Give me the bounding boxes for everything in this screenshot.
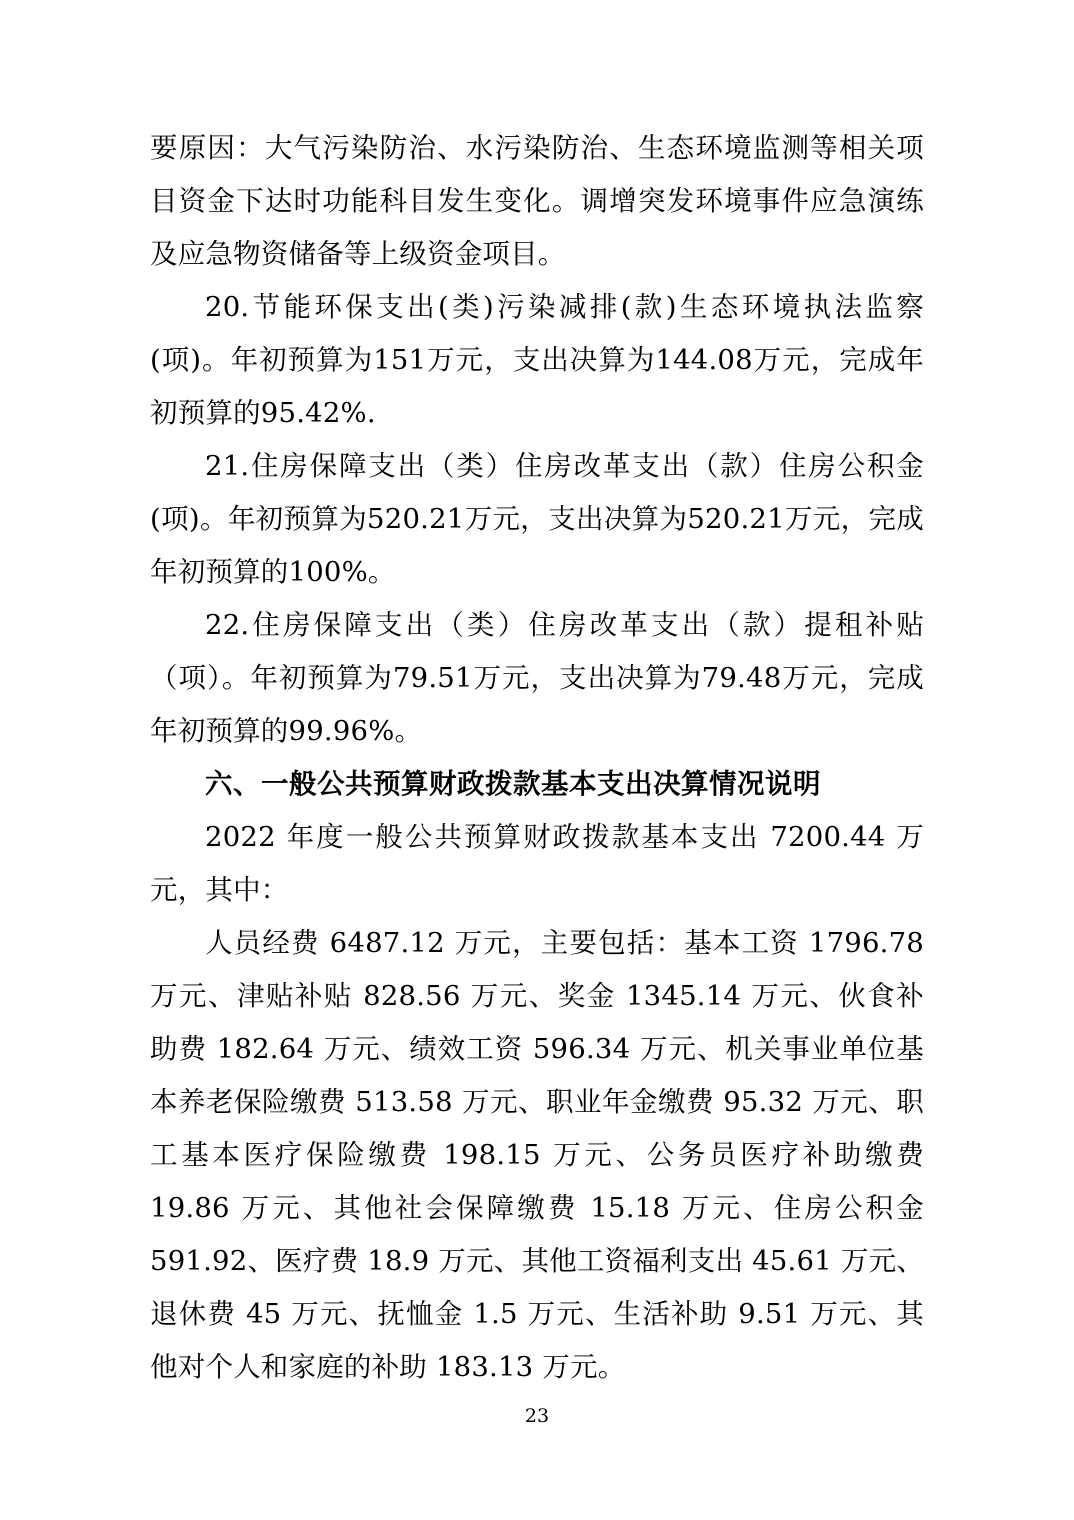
page-number: 23	[524, 1405, 550, 1427]
paragraph-item-20: 20.节能环保支出(类)污染减排(款)生态环境执法监察(项)。年初预算为151万元，支出决算为144.08万元，完成年初预算的95.42%.	[150, 291, 924, 429]
paragraph-continuation: 要原因：大气污染防治、水污染防治、生态环境监测等相关项目资金下达时功能科目发生变化。调增突发环境事件应急演练及应急物资储备等上级资金项目。	[150, 132, 924, 270]
paragraph-item-22: 22.住房保障支出（类）住房改革支出（款）提租补贴（项）。年初预算为79.51万元，支出决算为79.48万元，完成年初预算的99.96%。	[150, 609, 924, 747]
document-body	[150, 122, 924, 1394]
paragraph-basic-expenditure-total: 2022 年度一般公共预算财政拨款基本支出 7200.44 万元，其中：	[150, 821, 924, 906]
paragraph-personnel-expenses: 人员经费 6487.12 万元，主要包括：基本工资 1796.78 万元、津贴补贴 828.56 万元、奖金 1345.14 万元、伙食补助费 182.64 万元、绩效工资 596.34 万元、机关事业单位基本养老保险缴费 513.58 万元、职业年金缴费 95.32 万元、职工基本医疗保险缴费 198.15 万元、公务员医疗补助缴费 19.86 万元、其他社会保障缴费 15.18 万元、住房公积金 591.92、医疗费 18.9 万元、其他工资福利支出 45.61 万元、退休费 45 万元、抚恤金 1.5 万元、生活补助 9.51 万元、其他对个人和家庭的补助 183.13 万元。	[150, 927, 924, 1383]
paragraph-item-21: 21.住房保障支出（类）住房改革支出（款）住房公积金(项)。年初预算为520.21万元，支出决算为520.21万元，完成年初预算的100%。	[150, 450, 924, 588]
section-heading-six: 六、一般公共预算财政拨款基本支出决算情况说明	[205, 768, 821, 800]
